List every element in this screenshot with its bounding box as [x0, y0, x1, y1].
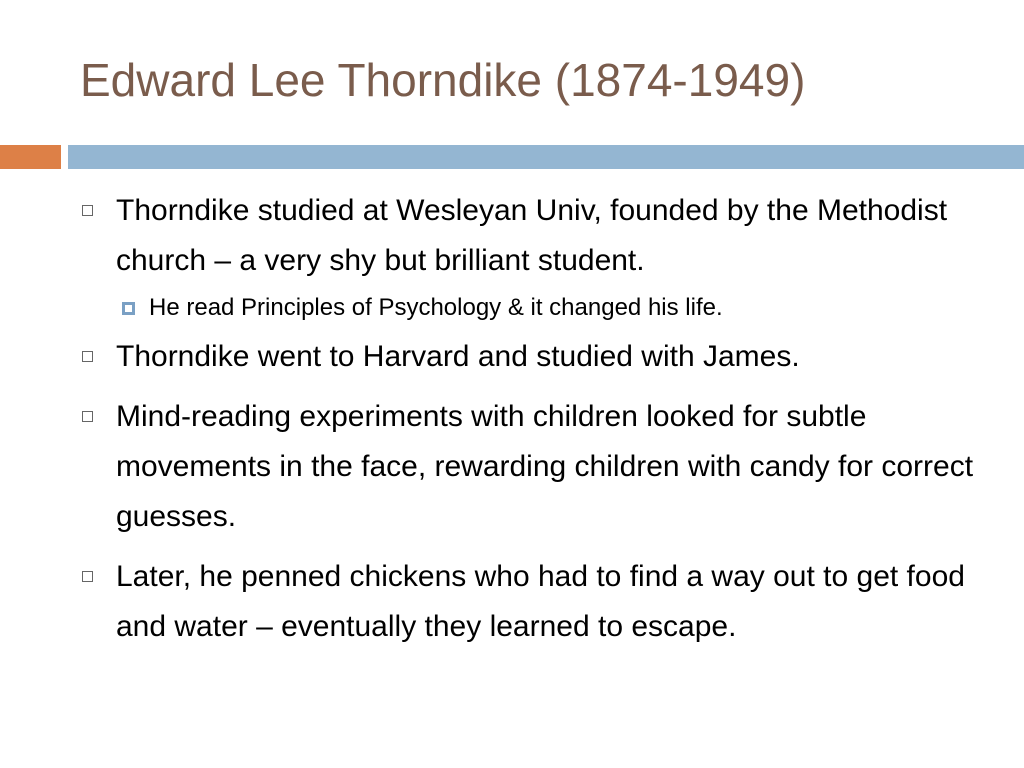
hollow-square-bullet-icon [82, 205, 93, 216]
bullet-text: Thorndike studied at Wesleyan Univ, founded by the Methodist church – a very shy but brilliant student. [116, 194, 948, 277]
sub-bullet-list [116, 288, 982, 328]
hollow-square-bullet-icon [82, 411, 93, 422]
accent-bar-right [68, 145, 1024, 169]
bullet-list [82, 186, 982, 662]
bullet-item [82, 552, 982, 652]
sub-bullet-item [116, 288, 982, 328]
hollow-square-bullet-icon [82, 571, 93, 582]
bullet-item [82, 332, 982, 382]
filled-square-bullet-icon [122, 302, 135, 315]
bullet-item [82, 392, 982, 542]
hollow-square-bullet-icon [82, 351, 93, 362]
sub-bullet-text: He read Principles of Psychology & it changed his life. [149, 294, 723, 321]
bullet-text: Later, he penned chickens who had to find a way out to get food and water – eventually they learned to escape. [116, 560, 965, 643]
bullet-item [82, 186, 982, 328]
slide-title: Edward Lee Thorndike (1874-1949) [80, 54, 806, 106]
bullet-text: Thorndike went to Harvard and studied with James. [116, 340, 800, 373]
accent-bar-left [0, 145, 61, 169]
bullet-text: Mind-reading experiments with children looked for subtle movements in the face, rewarding children with candy for correct guesses. [116, 400, 974, 533]
